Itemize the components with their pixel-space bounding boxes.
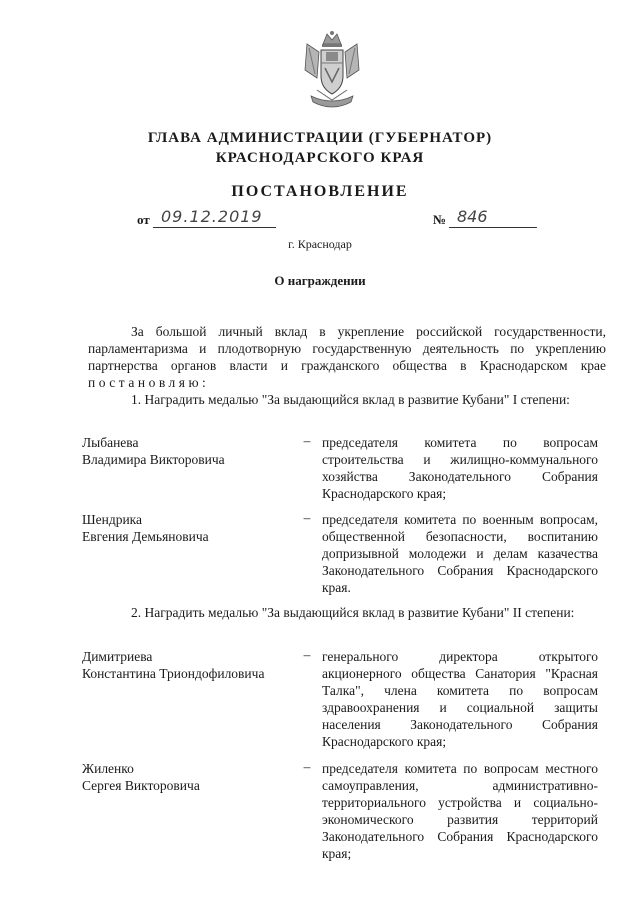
authority-title-line1: ГЛАВА АДМИНИСТРАЦИИ (ГУБЕРНАТОР): [147, 130, 493, 146]
recipient-description: председателя комитета по вопросам местного самоуправления, административно-территориального устройства и социально-экономического развития территорий Законодательного Собрания Краснодарского края;: [322, 761, 598, 861]
document-type: ПОСТАНОВЛЕНИЕ: [231, 183, 409, 200]
intro-text: За большой личный вклад в укрепление российской государственности, парламентаризма и плодотворную государственную деятельность по укреплению партнерства органов власти и гражданского общества в Краснодарском крае: [88, 324, 606, 373]
authority-title-line2: КРАСНОДАРСКОГО КРАЯ: [215, 150, 425, 166]
date-label: от: [137, 212, 150, 227]
recipient-name: [82, 511, 292, 545]
dash-separator: –: [303, 647, 311, 662]
item-2-paragraph: 2. Наградить медалью "За выдающийся вклад в развитие Кубани" II степени:: [131, 605, 575, 620]
subject-title: О награждении: [274, 273, 366, 288]
recipient-name: [82, 648, 292, 682]
city: г. Краснодар: [288, 237, 352, 251]
recipient-surname: Шендрика: [82, 512, 143, 527]
dash-separator: –: [303, 510, 311, 525]
recipient-description: председателя комитета по вопросам строительства и жилищно-коммунального хозяйства Законодательного Собрания Краснодарского края;: [322, 435, 598, 501]
recipient-name: [82, 434, 292, 468]
date-value: 09.12.2019: [153, 207, 276, 228]
recipient-given-name: Владимира Викторовича: [82, 452, 225, 467]
item-1-paragraph: 1. Наградить медалью "За выдающийся вклад в развитие Кубани" I степени:: [131, 392, 570, 407]
recipient-given-name: Сергея Викторовича: [82, 778, 200, 793]
recipient-surname: Димитриева: [82, 649, 153, 664]
intro-paragraph: [88, 323, 606, 391]
recipient-given-name: Евгения Демьяновича: [82, 529, 209, 544]
dash-separator: –: [303, 433, 311, 448]
recipient-name: [82, 760, 292, 794]
number-label: №: [433, 212, 447, 227]
coat-of-arms-icon: [301, 30, 363, 114]
dash-separator: –: [303, 759, 311, 774]
recipient-given-name: Константина Триондофиловича: [82, 666, 265, 681]
recipient-surname: Жиленко: [82, 761, 134, 776]
decree-word: постановляю:: [88, 375, 210, 390]
recipient-description: генерального директора открытого акционерного общества Санатория "Красная Талка", члена комитета по вопросам здравоохранения и социальной защиты населения Законодательного Собрания Краснодарского края;: [322, 649, 598, 749]
recipient-description: председателя комитета по военным вопросам, общественной безопасности, воспитанию допризывной молодежи и делам казачества Законодательного Собрания Краснодарского края.: [322, 512, 598, 595]
number-value: 846: [449, 207, 537, 228]
recipient-surname: Лыбанева: [82, 435, 139, 450]
